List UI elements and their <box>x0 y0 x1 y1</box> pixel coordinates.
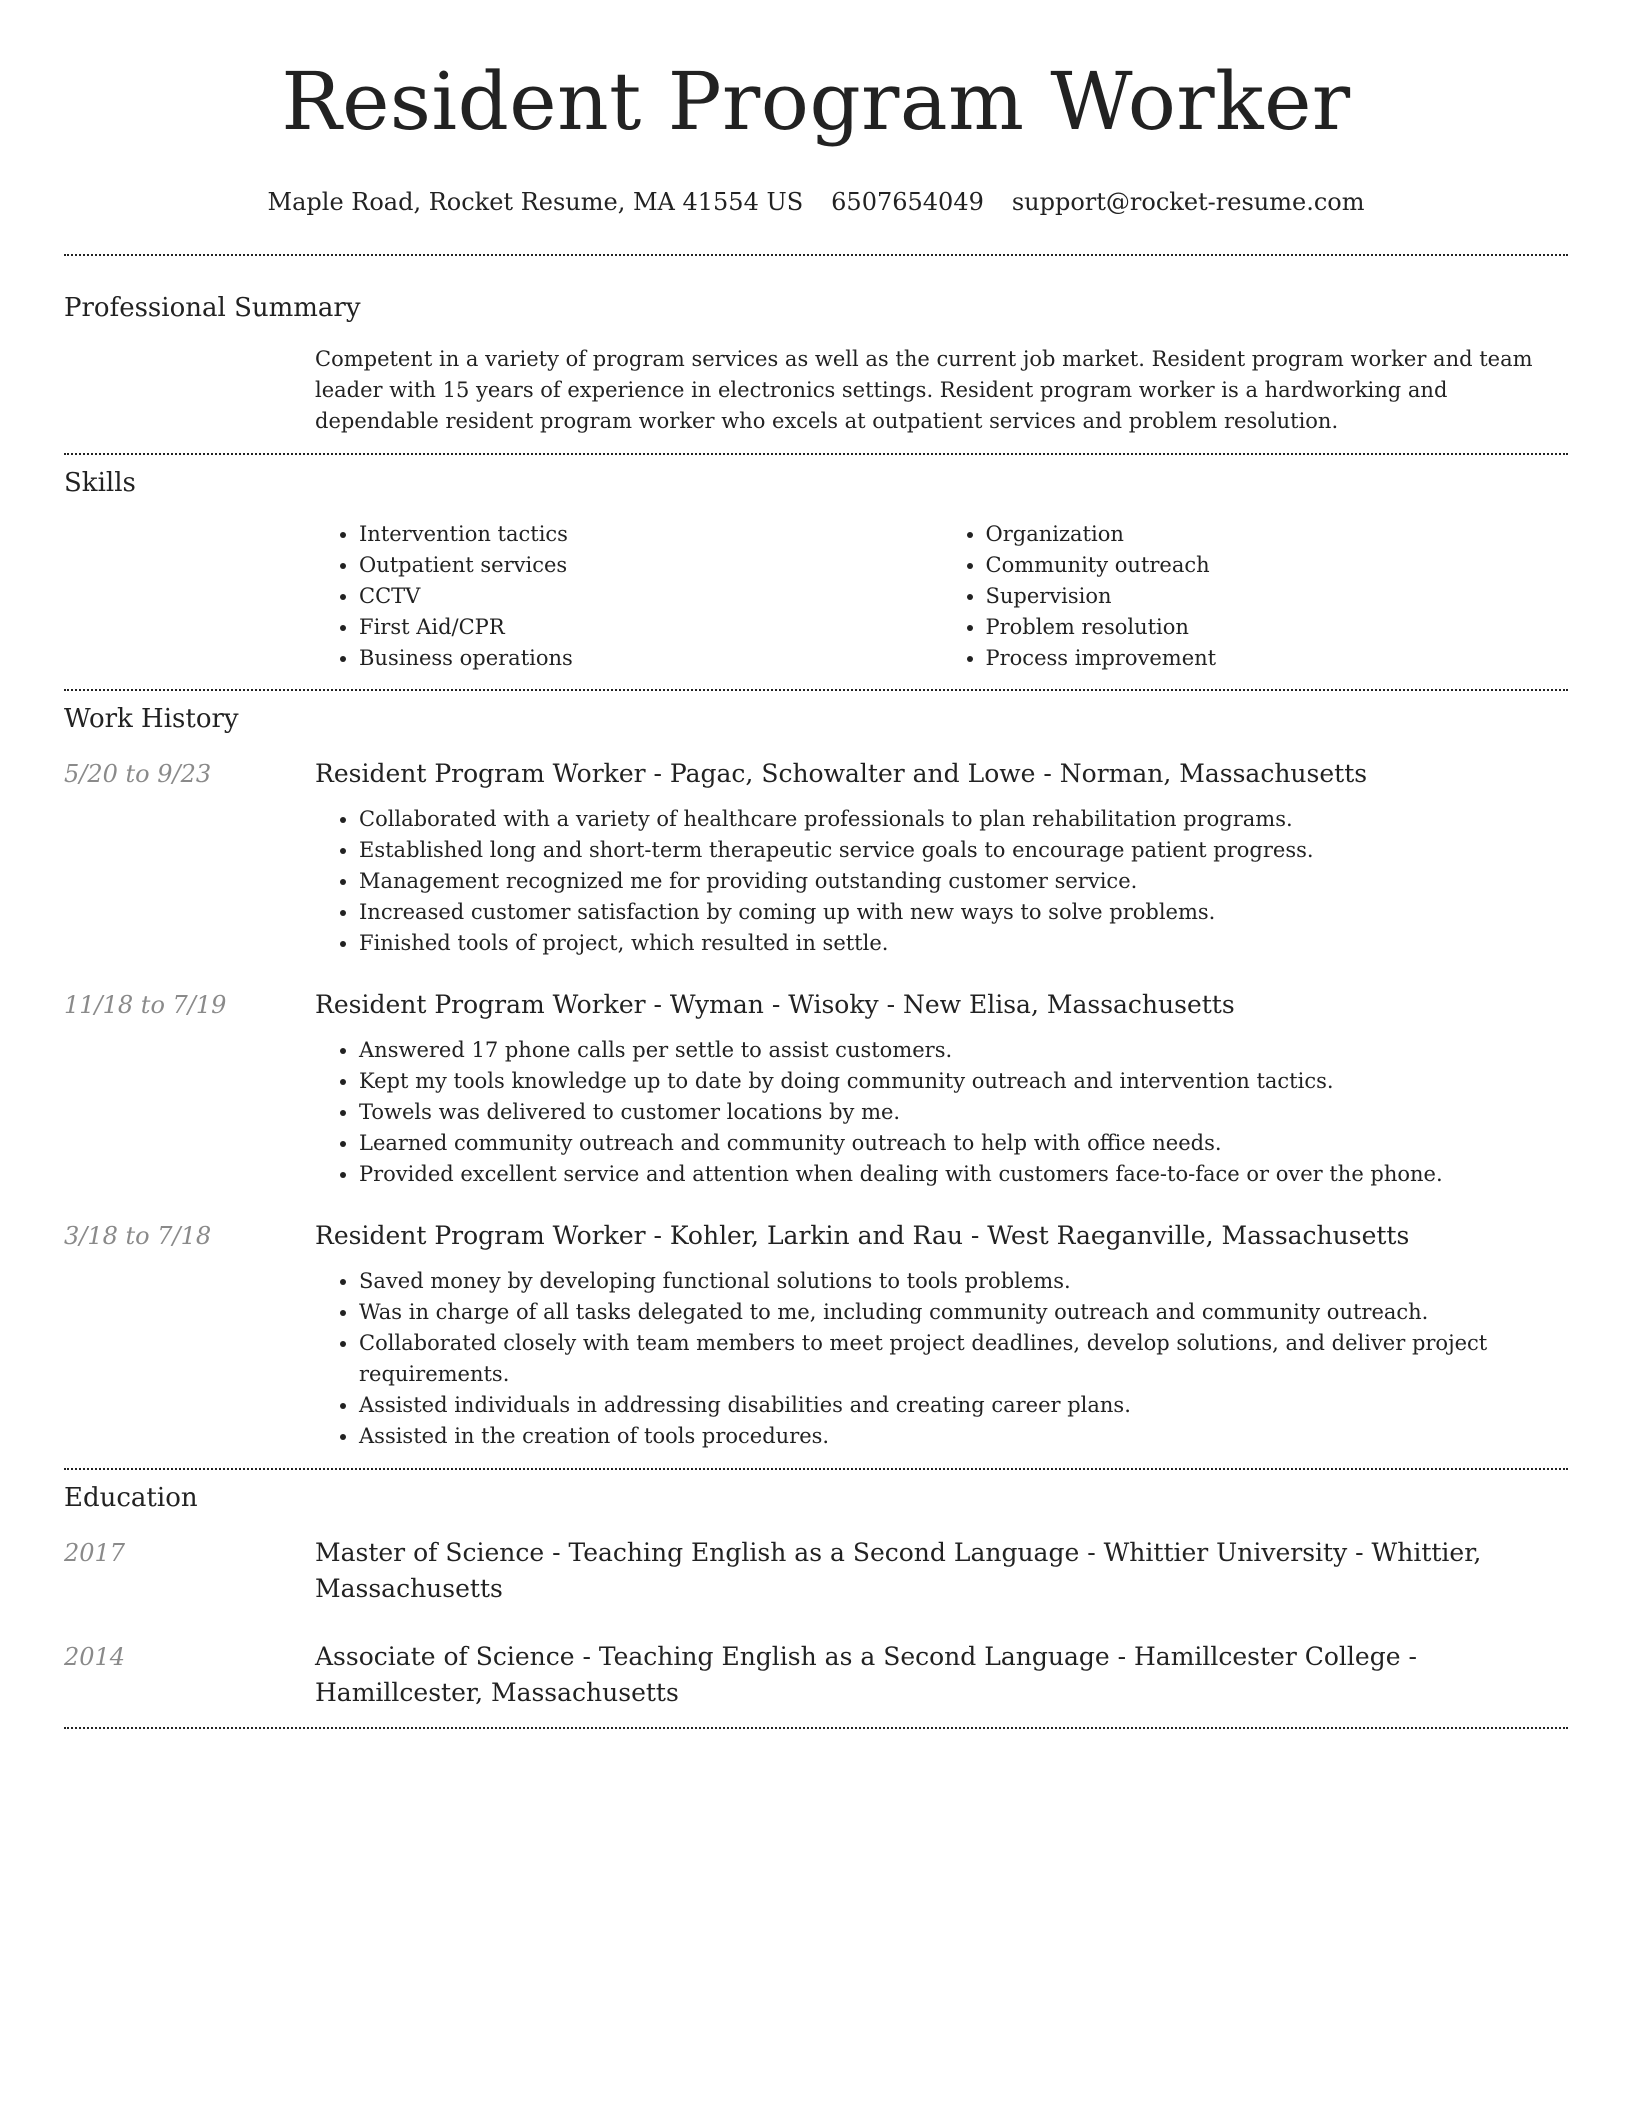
job-bullet: • Learned community outreach and community outreach to help with office needs. <box>359 1128 1568 1159</box>
job-bullets <box>315 1035 1568 1190</box>
job-title: Resident Program Worker - Wyman - Wisoky - New Elisa, Massachusetts <box>315 990 1235 1019</box>
skill-item: • Problem resolution <box>986 612 1569 643</box>
education-entry <box>64 1535 1568 1607</box>
job-bullet: • Collaborated with a variety of healthcare professionals to plan rehabilitation programs. <box>359 804 1568 835</box>
job-date: 11/18 to 7/19 <box>64 991 227 1019</box>
phone: 6507654049 <box>831 188 984 216</box>
job-bullet: • Answered 17 phone calls per settle to assist customers. <box>359 1035 1568 1066</box>
education-year: 2017 <box>64 1539 126 1567</box>
job-bullet: • Management recognized me for providing outstanding customer service. <box>359 866 1568 897</box>
skill-item: • CCTV <box>359 581 942 612</box>
summary-content <box>315 344 1568 437</box>
summary-text: Competent in a variety of program services as well as the current job market. Resident program worker and team leader with 15 years of experience in electronics settings. Resident program worker is a hardworking and dependable resident program worker who excels at outpatient services and problem resolution. <box>315 347 1533 433</box>
skill-item: • Business operations <box>359 643 942 674</box>
resume-page <box>64 0 1568 1729</box>
job-bullet: • Saved money by developing functional solutions to tools problems. <box>359 1266 1568 1297</box>
skill-item: • First Aid/CPR <box>359 612 942 643</box>
job-date: 5/20 to 9/23 <box>64 760 212 788</box>
section-divider <box>64 254 1568 256</box>
job-bullet: • Finished tools of project, which resulted in settle. <box>359 928 1568 959</box>
skill-item: • Organization <box>986 519 1569 550</box>
work-history-section <box>64 702 1568 1452</box>
skills-grid <box>315 519 1568 674</box>
education-year: 2014 <box>64 1643 126 1671</box>
job-entry <box>64 1218 1568 1452</box>
skill-item: • Outpatient services <box>359 550 942 581</box>
job-bullets <box>315 1266 1568 1452</box>
skills-column-left <box>315 519 942 674</box>
address: Maple Road, Rocket Resume, MA 41554 US <box>267 188 804 216</box>
job-bullet: • Assisted in the creation of tools procedures. <box>359 1421 1568 1452</box>
job-bullet: • Collaborated closely with team members to meet project deadlines, develop solutions, and deliver project requirements. <box>359 1328 1568 1390</box>
section-title-work: Work History <box>64 704 239 734</box>
skill-item: • Community outreach <box>986 550 1569 581</box>
job-bullet: • Established long and short-term therapeutic service goals to encourage patient progress. <box>359 835 1568 866</box>
job-bullet: • Increased customer satisfaction by coming up with new ways to solve problems. <box>359 897 1568 928</box>
skills-section <box>64 466 1568 674</box>
job-bullet: • Was in charge of all tasks delegated to me, including community outreach and community outreach. <box>359 1297 1568 1328</box>
job-bullet: • Kept my tools knowledge up to date by doing community outreach and intervention tactics. <box>359 1066 1568 1097</box>
job-title: Resident Program Worker - Pagac, Schowalter and Lowe - Norman, Massachusetts <box>315 759 1368 788</box>
section-title-summary: Professional Summary <box>64 293 361 323</box>
section-title-education: Education <box>64 1483 198 1513</box>
skill-item: • Intervention tactics <box>359 519 942 550</box>
skill-item: • Supervision <box>986 581 1569 612</box>
education-section <box>64 1481 1568 1711</box>
section-divider <box>64 1727 1568 1729</box>
email: support@rocket-resume.com <box>1011 188 1365 216</box>
job-bullets <box>315 804 1568 959</box>
job-bullet: • Provided excellent service and attention when dealing with customers face-to-face or over the phone. <box>359 1159 1568 1190</box>
section-title-skills: Skills <box>64 468 136 498</box>
section-divider <box>64 1468 1568 1470</box>
skill-item: • Process improvement <box>986 643 1569 674</box>
job-entry <box>64 987 1568 1190</box>
job-entry <box>64 756 1568 959</box>
education-title: Associate of Science - Teaching English as a Second Language - Hamillcester College - Hamillcester, Massachusetts <box>315 1642 1417 1707</box>
section-divider <box>64 453 1568 455</box>
job-title: Resident Program Worker - Kohler, Larkin and Rau - West Raeganville, Massachusetts <box>315 1221 1410 1250</box>
education-title: Master of Science - Teaching English as a Second Language - Whittier University - Whittier, Massachusetts <box>315 1538 1482 1603</box>
job-bullet: • Assisted individuals in addressing disabilities and creating career plans. <box>359 1390 1568 1421</box>
skills-column-right <box>942 519 1569 674</box>
job-date: 3/18 to 7/18 <box>64 1222 212 1250</box>
section-divider <box>64 689 1568 691</box>
candidate-name: Resident Program Worker <box>281 55 1351 148</box>
job-bullet: • Towels was delivered to customer locations by me. <box>359 1097 1568 1128</box>
contact-line <box>64 186 1568 218</box>
education-entry <box>64 1639 1568 1711</box>
summary-section <box>64 291 1568 437</box>
